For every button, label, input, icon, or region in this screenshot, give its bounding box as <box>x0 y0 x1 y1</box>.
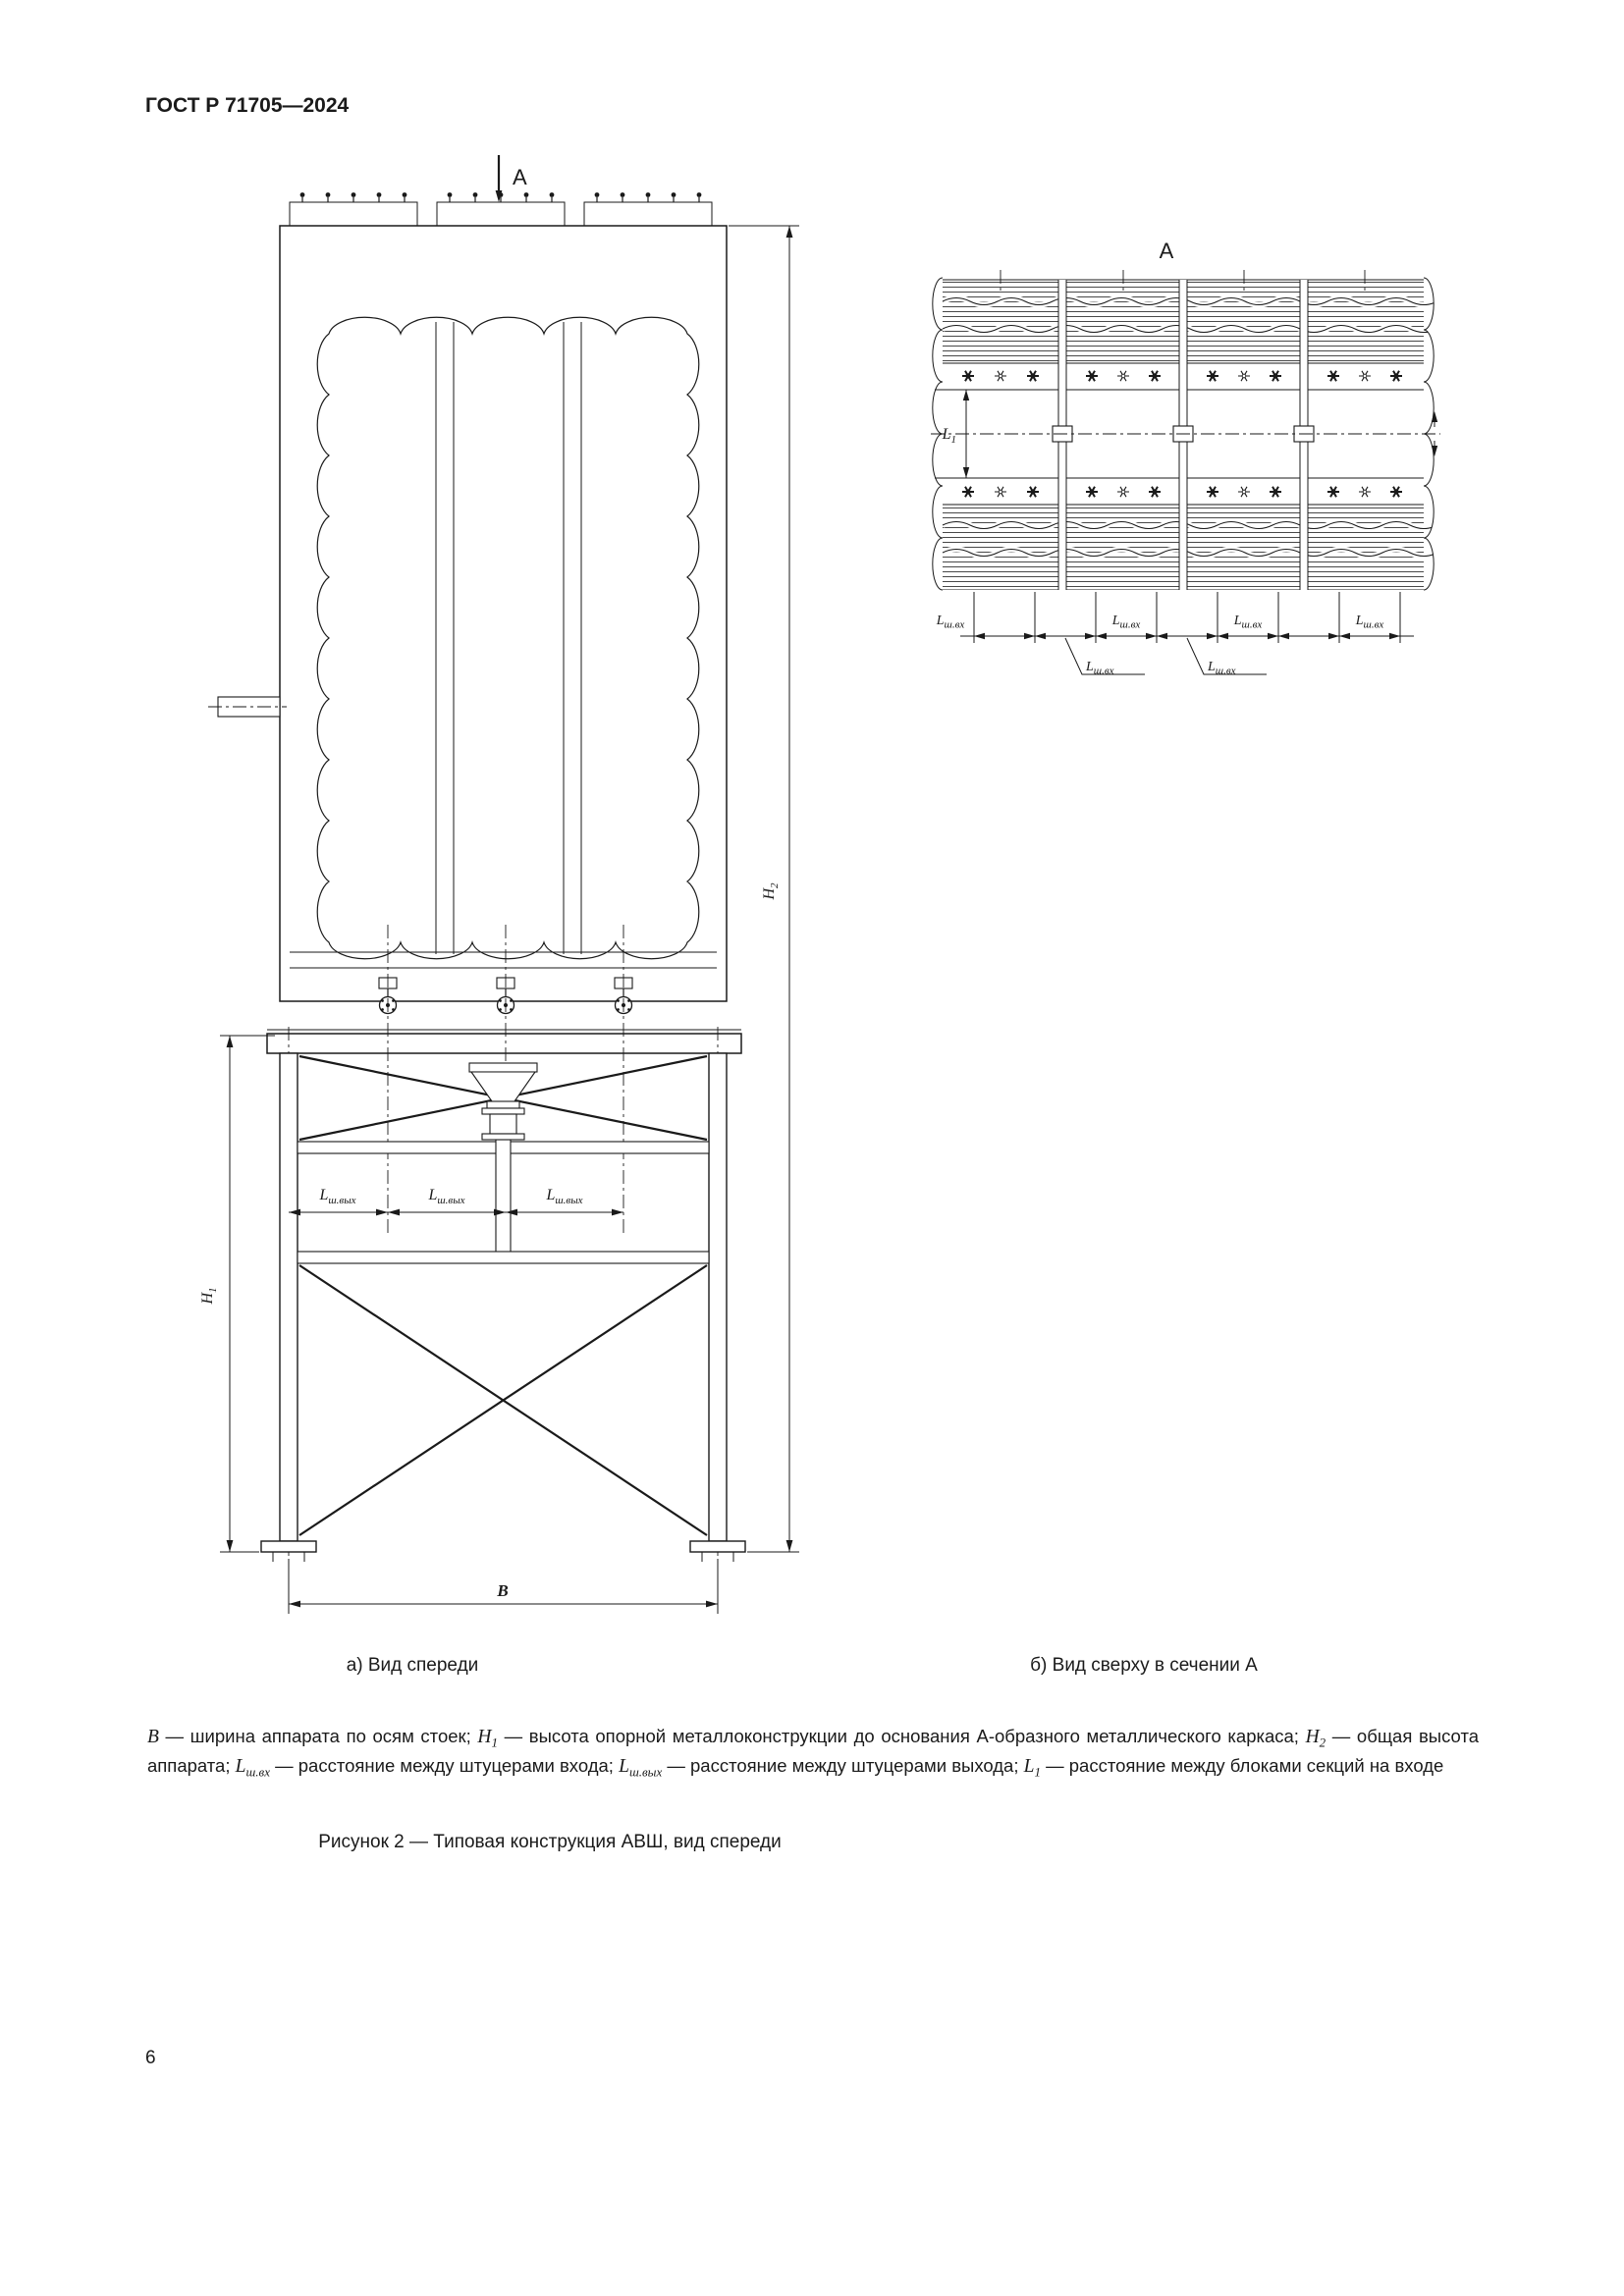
legend-item: $L_1$ — расстояние между блоками секций на входе <box>1023 1755 1444 1780</box>
dim-label-l-out: $L_{ш.вых}$ <box>319 1187 356 1206</box>
lower-x-brace <box>299 1265 707 1535</box>
tube-bundle <box>317 317 699 958</box>
dim-label-b: B <box>497 1581 509 1600</box>
dim-b <box>289 1559 718 1614</box>
dim-label-l-in: $L_{ш.вх}$ <box>936 614 965 631</box>
document-header: ГОСТ Р 71705—2024 <box>145 94 350 117</box>
top-view-drawing <box>913 231 1463 721</box>
dim-label-l-out: $L_{ш.вых}$ <box>546 1187 583 1206</box>
dim-label-l-in: $L_{ш.вх}$ <box>1086 660 1114 677</box>
dim-l-in <box>936 592 1414 677</box>
right-base-plate <box>690 1541 745 1552</box>
side-pipe <box>208 697 287 717</box>
dim-label-l-in: $L_{ш.вх}$ <box>1233 614 1263 631</box>
support-structure <box>261 1030 745 1562</box>
left-leg <box>280 1053 298 1541</box>
front-view-drawing <box>157 147 864 1639</box>
legend-item: $L_{ш.вых}$ — расстояние между штуцерами выхода; <box>619 1755 1024 1780</box>
figure-caption: Рисунок 2 — Типовая конструкция АВШ, вид спереди <box>318 1832 782 1852</box>
dim-label-l-in: $L_{ш.вх}$ <box>1355 614 1384 631</box>
dim-label-l-in: $L_{ш.вх}$ <box>1208 660 1236 677</box>
section-arrow-label: А <box>513 165 527 189</box>
dim-label-h2: $H_2$ <box>761 882 781 900</box>
dim-label-l-in: $L_{ш.вх}$ <box>1111 614 1141 631</box>
page-number: 6 <box>145 2048 156 2068</box>
dim-label-l1: $L_1$ <box>942 426 956 446</box>
fan-units <box>290 192 712 226</box>
dim-l-out <box>289 1187 623 1215</box>
left-base-plate <box>261 1541 316 1552</box>
apparatus-housing <box>280 226 727 1001</box>
dim-h2 <box>729 226 799 1552</box>
right-leg <box>709 1053 727 1541</box>
section-band <box>943 280 1437 590</box>
tube-manifolds <box>435 322 582 954</box>
top-view-caption: б) Вид сверху в сечении А <box>1030 1655 1258 1676</box>
header-band <box>290 952 717 1014</box>
drain-assembly <box>469 1063 537 1254</box>
dim-h1 <box>199 1036 275 1552</box>
legend-item: $L_{ш.вх}$ — расстояние между штуцерами входа; <box>235 1755 620 1780</box>
dim-label-h1: $H_1$ <box>199 1287 219 1305</box>
front-view-caption: а) Вид спереди <box>346 1655 479 1676</box>
figure-legend <box>147 1723 1479 1782</box>
legend-item: В — ширина аппарата по осям стоек; <box>147 1726 478 1747</box>
legend-item: $H_2$ — общая высота аппарата; <box>147 1726 1479 1777</box>
legend-item: $H_1$ — высота опорной металлоконструкции до основания А-образного металлического каркаса; <box>477 1726 1306 1750</box>
section-label: А <box>1159 239 1174 263</box>
dim-label-l-out: $L_{ш.вых}$ <box>428 1187 465 1206</box>
